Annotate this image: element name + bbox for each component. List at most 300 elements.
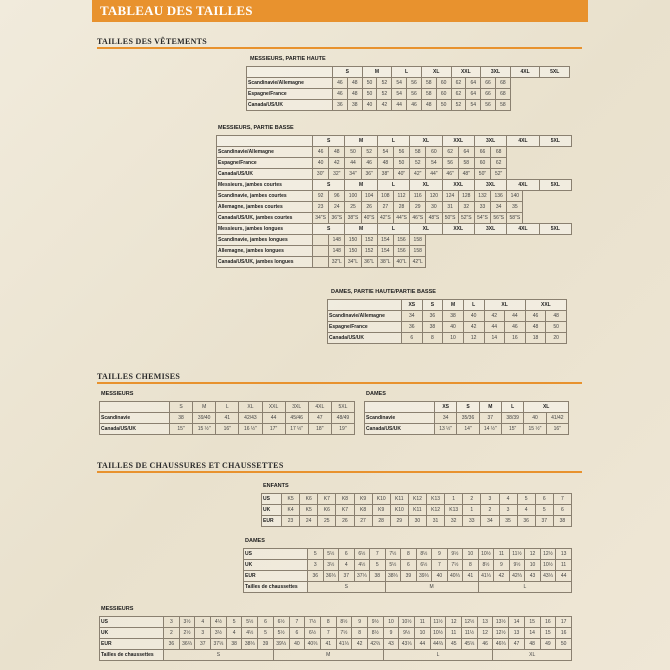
- row-label: Canada/US/UK: [100, 424, 170, 435]
- table-cell: 7½: [385, 549, 401, 560]
- table-cell: 12: [525, 549, 541, 560]
- table-cell: 17": [262, 424, 285, 435]
- table-cell: 64: [458, 147, 474, 158]
- table-caption: MESSIEURS: [101, 391, 134, 397]
- table-cell: 7: [370, 549, 386, 560]
- table-cell: 23: [282, 516, 300, 527]
- table-cell: 5½: [242, 617, 258, 628]
- table-cell: 66: [481, 89, 496, 100]
- table-cell: 45: [446, 639, 462, 650]
- table-cell: 48: [347, 78, 362, 89]
- table-cell: 38: [553, 516, 571, 527]
- table-cell: 156: [393, 246, 409, 257]
- table-cell: 150: [345, 235, 361, 246]
- table-cell: 42": [410, 169, 426, 180]
- table-cell: 140: [507, 191, 523, 202]
- table-cell: 4XL: [507, 136, 539, 147]
- table-cell: 8: [352, 628, 368, 639]
- table-row: [217, 202, 572, 213]
- table-row: [217, 257, 572, 268]
- table-cell: M: [193, 402, 216, 413]
- table-cell: 28: [393, 202, 409, 213]
- table-cell: 12½: [493, 628, 509, 639]
- table-cell: 8½: [367, 628, 383, 639]
- table-cell: 50: [362, 78, 377, 89]
- section-rule: [97, 471, 582, 473]
- table-cell: 7: [432, 560, 448, 571]
- table-cell: K11: [408, 505, 426, 516]
- page-title: TABLEAU DES TAILLES: [100, 3, 253, 18]
- table-cell: 8: [463, 560, 479, 571]
- table-cell: [313, 257, 329, 268]
- table-cell: 8½: [416, 549, 432, 560]
- table-cell: 66: [481, 78, 496, 89]
- row-label: Espagne/France: [247, 89, 333, 100]
- table-cell: 52: [361, 147, 377, 158]
- table-cell: 29: [410, 202, 426, 213]
- table-cell: 5: [308, 549, 324, 560]
- table-cell: 39/40: [193, 413, 216, 424]
- table-cell: 8: [401, 549, 417, 560]
- table-cell: S: [308, 582, 386, 593]
- table-cell: XXL: [262, 402, 285, 413]
- table-cell: 154: [377, 246, 393, 257]
- table-cell: K7: [336, 505, 354, 516]
- table-cell: 41/42: [546, 413, 568, 424]
- table-cell: 116: [410, 191, 426, 202]
- table-cell: 150: [345, 246, 361, 257]
- table-cell: 6: [339, 549, 355, 560]
- table-cell: 60: [436, 78, 451, 89]
- table-cell: 34"S: [313, 213, 329, 224]
- table-cell: 48/49: [331, 413, 354, 424]
- table-cell: 5: [517, 494, 535, 505]
- row-label: Allemagne, jambes longues: [217, 246, 313, 257]
- table-cell: 7½: [447, 560, 463, 571]
- table-cell: 5: [226, 617, 242, 628]
- table-cell: 68: [491, 147, 507, 158]
- men-bottom-size-table: [216, 135, 572, 268]
- table-cell: 60: [426, 147, 442, 158]
- table-cell: 37: [479, 413, 501, 424]
- table-cell: XXL: [442, 136, 474, 147]
- table-cell: 50"S: [442, 213, 458, 224]
- table-cell: 4XL: [308, 402, 331, 413]
- table-cell: 41: [463, 571, 479, 582]
- table-cell: K6: [318, 505, 336, 516]
- table-cell: 3: [499, 505, 517, 516]
- table-cell: 60: [474, 158, 490, 169]
- table-row: [365, 424, 569, 435]
- table-cell: 6: [553, 505, 571, 516]
- row-label: US: [262, 494, 282, 505]
- table-cell: 11: [446, 628, 462, 639]
- table-cell: XL: [410, 180, 442, 191]
- row-label: Tailles de chaussettes: [100, 650, 164, 661]
- table-cell: 10: [443, 333, 464, 344]
- table-cell: 36⅔: [179, 639, 195, 650]
- table-cell: 14": [457, 424, 479, 435]
- table-cell: 56: [407, 78, 422, 89]
- table-cell: S: [313, 224, 345, 235]
- table-cell: 3½: [211, 628, 227, 639]
- table-row: [100, 639, 572, 650]
- table-cell: XS: [435, 402, 457, 413]
- table-cell: 34"L: [345, 257, 361, 268]
- table-cell: 38: [347, 100, 362, 111]
- table-cell: 38"L: [377, 257, 393, 268]
- table-cell: 50: [436, 100, 451, 111]
- table-cell: 32": [329, 169, 345, 180]
- table-cell: 41: [320, 639, 336, 650]
- table-cell: 5: [535, 505, 553, 516]
- table-row: [328, 300, 567, 311]
- table-row: [244, 549, 572, 560]
- table-cell: 12½: [540, 549, 556, 560]
- table-cell: 50: [556, 639, 572, 650]
- table-cell: 96: [329, 191, 345, 202]
- table-cell: K5: [300, 505, 318, 516]
- table-cell: 4½: [354, 560, 370, 571]
- women-shoe-size-table: [243, 548, 572, 593]
- table-cell: 1: [445, 494, 463, 505]
- table-cell: S: [333, 67, 363, 78]
- table-cell: 9: [494, 560, 510, 571]
- table-cell: K8: [336, 494, 354, 505]
- table-cell: 50: [393, 158, 409, 169]
- table-cell: S: [422, 300, 443, 311]
- table-cell: 62: [491, 158, 507, 169]
- table-cell: 47: [308, 413, 331, 424]
- table-cell: 6½: [273, 617, 289, 628]
- table-cell: 38": [377, 169, 393, 180]
- table-row: [247, 67, 570, 78]
- table-cell: 62: [451, 89, 466, 100]
- table-cell: 42: [329, 158, 345, 169]
- table-cell: K9: [372, 505, 390, 516]
- table-cell: 58: [410, 147, 426, 158]
- table-cell: 4XL: [507, 224, 539, 235]
- table-row: [244, 582, 572, 593]
- table-cell: 48: [524, 639, 540, 650]
- table-cell: K7: [318, 494, 336, 505]
- table-cell: 54: [392, 78, 407, 89]
- table-caption: MESSIEURS, PARTIE BASSE: [218, 125, 294, 131]
- table-cell: 26: [336, 516, 354, 527]
- table-cell: 17: [556, 617, 572, 628]
- table-cell: 30: [426, 202, 442, 213]
- table-cell: 48: [421, 100, 436, 111]
- table-cell: 39: [258, 639, 274, 650]
- table-cell: 42: [352, 639, 368, 650]
- row-label: US: [100, 617, 164, 628]
- table-cell: 45⅓: [462, 639, 478, 650]
- table-row: [217, 246, 572, 257]
- table-cell: 58"S: [507, 213, 523, 224]
- table-cell: 136: [491, 191, 507, 202]
- table-cell: 25: [318, 516, 336, 527]
- row-label: Espagne/France: [217, 158, 313, 169]
- table-cell: 35: [499, 516, 517, 527]
- row-label: Scandinavie, jambes longues: [217, 235, 313, 246]
- table-cell: 68: [495, 78, 510, 89]
- table-cell: 34: [435, 413, 457, 424]
- kids-shoe-size-table: [261, 493, 572, 527]
- table-cell: 4XL: [507, 180, 539, 191]
- table-cell: L: [377, 180, 409, 191]
- table-cell: [313, 235, 329, 246]
- table-cell: 48"S: [426, 213, 442, 224]
- table-cell: XXL: [442, 180, 474, 191]
- table-row: [217, 180, 572, 191]
- table-cell: 10: [525, 560, 541, 571]
- table-cell: 43⅓: [399, 639, 415, 650]
- table-cell: L: [501, 402, 523, 413]
- table-cell: L: [216, 402, 239, 413]
- table-row: [100, 424, 355, 435]
- table-row: [217, 158, 572, 169]
- table-row: [217, 224, 572, 235]
- section-heading-shirts: TAILLES CHEMISES: [97, 372, 181, 381]
- table-cell: 15 ½": [524, 424, 546, 435]
- table-cell: 54: [466, 100, 481, 111]
- row-label: EUR: [100, 639, 164, 650]
- table-cell: 13: [477, 617, 493, 628]
- table-cell: 11½: [509, 549, 525, 560]
- section-rule: [97, 382, 582, 384]
- row-label: Canada/US/UK, jambes longues: [217, 257, 313, 268]
- table-cell: 5XL: [331, 402, 354, 413]
- table-cell: M: [345, 136, 377, 147]
- table-cell: 11½: [430, 617, 446, 628]
- section-rule: [97, 47, 582, 49]
- table-row: [217, 136, 572, 147]
- table-cell: 41⅓: [478, 571, 494, 582]
- table-cell: 52"S: [458, 213, 474, 224]
- table-cell: 37: [195, 639, 211, 650]
- row-label: [365, 402, 435, 413]
- table-cell: 15: [540, 628, 556, 639]
- table-cell: 56: [442, 158, 458, 169]
- title-banner: [92, 0, 588, 22]
- table-cell: 6½: [416, 560, 432, 571]
- table-cell: 10½: [430, 628, 446, 639]
- table-cell: 46"S: [410, 213, 426, 224]
- table-cell: 35/36: [457, 413, 479, 424]
- table-cell: 40: [362, 100, 377, 111]
- table-cell: 6: [535, 494, 553, 505]
- table-cell: 4½: [242, 628, 258, 639]
- table-cell: M: [479, 402, 501, 413]
- table-cell: M: [443, 300, 464, 311]
- table-cell: 43⅓: [540, 571, 556, 582]
- table-cell: K9: [354, 494, 372, 505]
- table-cell: 62: [451, 78, 466, 89]
- table-cell: 3: [481, 494, 499, 505]
- table-cell: 36: [333, 100, 348, 111]
- table-cell: 10: [463, 549, 479, 560]
- table-cell: 38: [226, 639, 242, 650]
- table-cell: XL: [484, 300, 525, 311]
- table-cell: 26: [361, 202, 377, 213]
- table-cell: 46: [525, 311, 546, 322]
- table-cell: 40: [443, 322, 464, 333]
- table-cell: 3: [195, 628, 211, 639]
- table-cell: 44": [426, 169, 442, 180]
- table-cell: 6½: [354, 549, 370, 560]
- table-caption: DAMES: [245, 538, 265, 544]
- table-cell: 38⅔: [385, 571, 401, 582]
- row-label: UK: [244, 560, 308, 571]
- table-cell: M: [345, 180, 377, 191]
- table-cell: 44"S: [393, 213, 409, 224]
- men-shoe-size-table: [99, 616, 572, 661]
- table-cell: 10½: [540, 560, 556, 571]
- table-cell: 5XL: [539, 136, 571, 147]
- table-cell: 16: [540, 617, 556, 628]
- table-cell: 48": [458, 169, 474, 180]
- table-cell: 37: [535, 516, 553, 527]
- table-cell: L: [392, 67, 422, 78]
- row-label: [217, 136, 313, 147]
- table-cell: 50": [474, 169, 490, 180]
- table-cell: 104: [361, 191, 377, 202]
- section-heading-shoes: TAILLES DE CHAUSSURES ET CHAUSSETTES: [97, 461, 284, 470]
- table-cell: 4: [499, 494, 517, 505]
- table-cell: 33: [474, 202, 490, 213]
- table-cell: 50: [345, 147, 361, 158]
- table-cell: 40": [393, 169, 409, 180]
- table-cell: 56: [393, 147, 409, 158]
- table-cell: M: [273, 650, 383, 661]
- table-cell: 8: [422, 333, 443, 344]
- table-cell: 11: [415, 617, 431, 628]
- table-cell: XL: [421, 67, 451, 78]
- table-cell: 54: [377, 147, 393, 158]
- table-cell: 46: [505, 322, 526, 333]
- table-cell: K4: [282, 505, 300, 516]
- men-shirt-size-table: [99, 401, 355, 435]
- row-label: Messieurs, jambes courtes: [217, 180, 313, 191]
- table-cell: XL: [493, 650, 572, 661]
- table-cell: 44: [262, 413, 285, 424]
- table-cell: 38⅔: [242, 639, 258, 650]
- table-cell: 42: [494, 571, 510, 582]
- table-cell: 16: [556, 628, 572, 639]
- table-cell: 15": [170, 424, 193, 435]
- table-cell: 32: [445, 516, 463, 527]
- table-cell: 52: [451, 100, 466, 111]
- table-row: [217, 191, 572, 202]
- table-row: [247, 78, 570, 89]
- table-cell: 44: [415, 639, 431, 650]
- table-cell: 17 ½": [285, 424, 308, 435]
- table-cell: 62: [442, 147, 458, 158]
- table-cell: 14: [509, 617, 525, 628]
- table-cell: 34": [345, 169, 361, 180]
- table-cell: 5XL: [540, 67, 570, 78]
- table-cell: 44: [345, 158, 361, 169]
- table-cell: 16 ½": [239, 424, 262, 435]
- table-cell: L: [478, 582, 571, 593]
- table-cell: XXL: [525, 300, 566, 311]
- table-cell: 36"S: [329, 213, 345, 224]
- table-cell: 100: [345, 191, 361, 202]
- row-label: Scandinavie: [100, 413, 170, 424]
- table-cell: 128: [458, 191, 474, 202]
- table-cell: K8: [354, 505, 372, 516]
- table-cell: 9½: [367, 617, 383, 628]
- table-cell: 9½: [399, 628, 415, 639]
- table-cell: 158: [410, 246, 426, 257]
- table-cell: 46⅔: [493, 639, 509, 650]
- table-cell: 42"S: [377, 213, 393, 224]
- table-cell: 36"L: [361, 257, 377, 268]
- table-cell: 9: [432, 549, 448, 560]
- table-cell: 56: [407, 89, 422, 100]
- table-cell: 52: [377, 78, 392, 89]
- table-cell: 7: [320, 628, 336, 639]
- table-cell: 34: [402, 311, 423, 322]
- table-cell: 2½: [179, 628, 195, 639]
- table-cell: 11: [556, 560, 572, 571]
- table-cell: 48: [347, 89, 362, 100]
- table-cell: 3XL: [481, 67, 511, 78]
- table-row: [100, 650, 572, 661]
- table-cell: 5½: [323, 549, 339, 560]
- table-cell: 37⅓: [354, 571, 370, 582]
- row-label: Messieurs, jambes longues: [217, 224, 313, 235]
- table-cell: 132: [474, 191, 490, 202]
- row-label: Scandinavie/Allemagne: [328, 311, 402, 322]
- table-cell: 34: [491, 202, 507, 213]
- section-heading-clothes: TAILLES DES VÊTEMENTS: [97, 37, 208, 46]
- row-label: EUR: [244, 571, 308, 582]
- table-cell: K13: [427, 494, 445, 505]
- table-cell: XL: [410, 224, 442, 235]
- table-cell: 9: [383, 628, 399, 639]
- table-cell: 23: [313, 202, 329, 213]
- table-cell: 54: [426, 158, 442, 169]
- table-caption: MESSIEURS: [101, 606, 134, 612]
- table-cell: 52": [491, 169, 507, 180]
- table-cell: 3½: [179, 617, 195, 628]
- table-cell: 42: [463, 322, 484, 333]
- table-cell: 39⅓: [273, 639, 289, 650]
- table-row: [262, 494, 572, 505]
- row-label: [247, 67, 333, 78]
- row-label: Canada/US/UK: [365, 424, 435, 435]
- row-label: Canada/US/UK: [328, 333, 402, 344]
- table-cell: 46: [333, 89, 348, 100]
- table-cell: 3½: [323, 560, 339, 571]
- table-cell: 120: [426, 191, 442, 202]
- row-label: Espagne/France: [328, 322, 402, 333]
- table-cell: 32: [458, 202, 474, 213]
- table-cell: 36: [402, 322, 423, 333]
- table-cell: 31: [427, 516, 445, 527]
- table-cell: 7½: [336, 628, 352, 639]
- table-caption: ENFANTS: [263, 483, 289, 489]
- table-row: [262, 505, 572, 516]
- table-cell: 12: [446, 617, 462, 628]
- table-cell: 30: [408, 516, 426, 527]
- row-label: Scandinavie/Allemagne: [247, 78, 333, 89]
- table-cell: 12: [463, 333, 484, 344]
- table-row: [217, 235, 572, 246]
- row-label: UK: [100, 628, 164, 639]
- row-label: Scandinavie, jambes courtes: [217, 191, 313, 202]
